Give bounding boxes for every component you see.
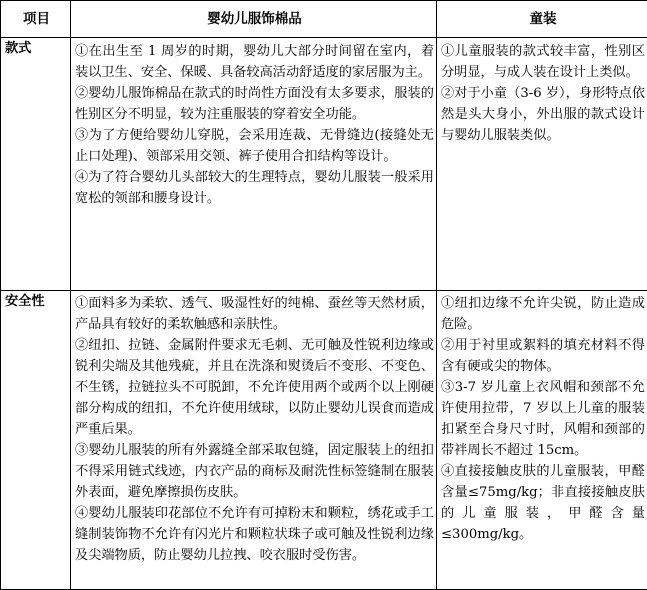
safety-children-point-1: ①纽扣边缘不允许尖锐，防止造成危险。 [441, 293, 645, 335]
safety-children-point-2: ②用于衬里或絮料的填充材料不得含有硬或尖的物体。 [441, 335, 645, 377]
row-label-safety: 安全性 [1, 291, 71, 590]
header-children: 童装 [437, 1, 647, 38]
safety-infant-point-4: ④婴幼儿服装印花部位不允许有可掉粉末和颗粒，绣花或手工缝制装饰物不允许有闪光片和颗粒状珠子或可触及性锐利边缘及尖端物质，防止婴幼儿拉拽、咬衣服时受伤害。 [75, 503, 434, 566]
cell-safety-infant [71, 291, 437, 590]
safety-infant-point-2: ②纽扣、拉链、金属附件要求无毛刺、无可触及性锐利边缘或锐利尖端及其他残疵，并且在洗涤和熨烫后不变形、不变色、不生锈，拉链拉头不可脱卸，不允许使用两个或两个以上刚硬部分构成的纽扣，不允许使用绒球，以防止婴幼儿误食而造成严重后果。 [75, 335, 434, 440]
cell-safety-children [437, 291, 647, 590]
style-infant-point-4: ④为了符合婴幼儿头部较大的生理特点，婴幼儿服装一般采用宽松的领部和腰身设计。 [75, 167, 434, 209]
style-infant-point-3: ③为了方便给婴幼儿穿脱，会采用连裁、无骨缝边(接缝处无止口处理)、领部采用交领、裤子使用合扣结构等设计。 [75, 125, 434, 167]
cell-style-infant [71, 38, 437, 291]
header-infant: 婴幼儿服饰棉品 [71, 1, 437, 38]
style-children-point-2: ②对于小童（3-6 岁），身形特点依然是头大身小，外出服的款式设计与婴幼儿服装类似。 [441, 83, 645, 146]
safety-infant-point-1: ①面料多为柔软、透气、吸湿性好的纯棉、蚕丝等天然材质，产品具有较好的柔软触感和亲肤性。 [75, 293, 434, 335]
cell-style-children [437, 38, 647, 291]
row-label-style: 款式 [1, 38, 71, 291]
style-children-point-1: ①儿童服装的款式较丰富，性别区分明显，与成人装在设计上类似。 [441, 41, 645, 83]
header-row [1, 1, 647, 38]
safety-infant-point-3: ③婴幼儿服装的所有外露缝全部采取包缝，固定服装上的纽扣不得采用链式线迹，内衣产品的商标及耐洗性标签缝制在服装外表面，避免摩擦损伤皮肤。 [75, 440, 434, 503]
safety-children-point-3: ③3-7 岁儿童上衣风帽和颈部不允许使用拉带，7 岁以上儿童的服装扣紧至合身尺寸时，风帽和颈部的带袢周长不超过 15cm。 [441, 377, 645, 461]
row-safety [1, 291, 647, 590]
safety-children-point-4: ④直接接触皮肤的儿童服装，甲醛含量≤75mg/kg；非直接接触皮肤的儿童服装，甲醛含量≤300mg/kg。 [441, 461, 645, 545]
header-item: 项目 [1, 1, 71, 38]
style-infant-point-1: ①在出生至 1 周岁的时期，婴幼儿大部分时间留在室内，着装以卫生、安全、保暖、具备较高活动舒适度的家居服为主。 [75, 41, 434, 83]
row-style [1, 38, 647, 291]
style-infant-point-2: ②婴幼儿服饰棉品在款式的时尚性方面没有太多要求，服装的性别区分不明显，较为注重服装的穿着安全功能。 [75, 83, 434, 125]
